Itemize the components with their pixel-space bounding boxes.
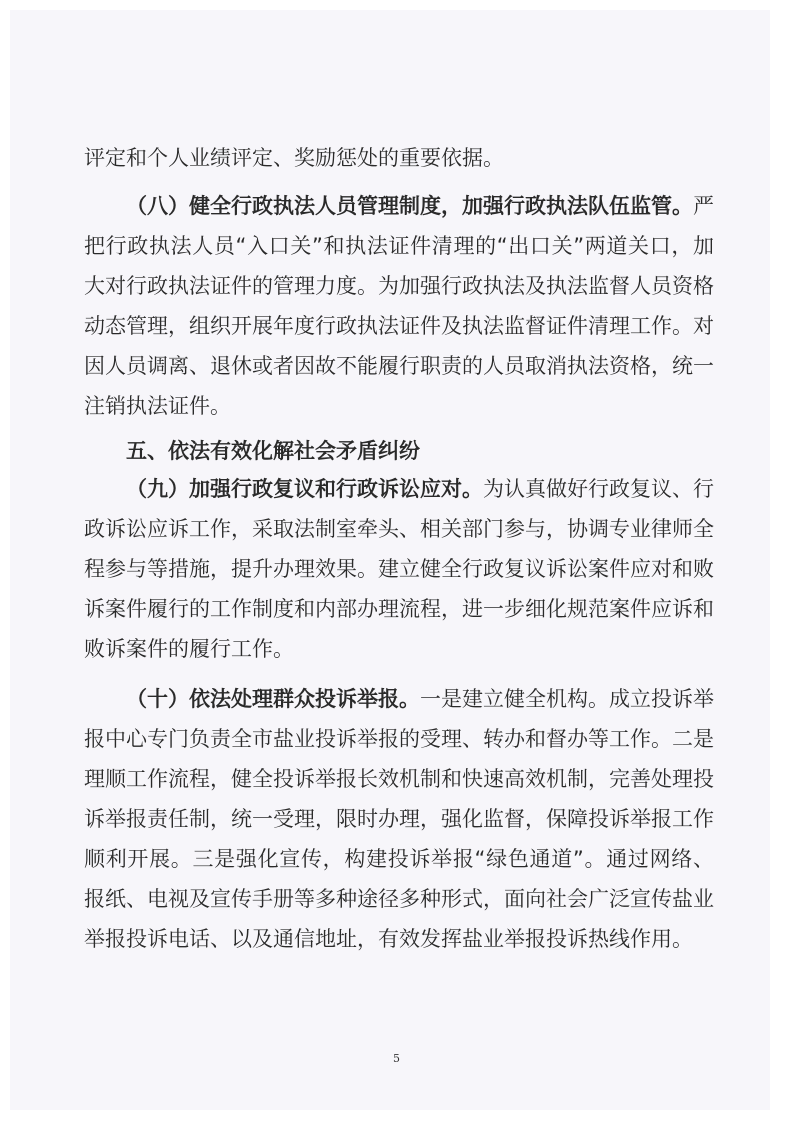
paragraph-text: 评定和个人业绩评定、奖励惩处的重要依据。 xyxy=(84,146,504,170)
paragraph-heading: （八）健全行政执法人员管理制度，加强行政执法队伍监管。 xyxy=(126,194,693,218)
paragraph-text: 为认真做好行政复议、行政诉讼应诉工作，采取法制室牵头、相关部门参与，协调专业律师全程参与等措施，提升办理效果。建立健全行政复议诉讼案件应对和败诉案件履行的工作制度和内部办理流程，进一步细化规范案件应诉和败诉案件的履行工作。 xyxy=(84,477,714,661)
paragraph-heading: （九）加强行政复议和行政诉讼应对。 xyxy=(126,477,483,501)
section-title: 五、依法有效化解社会矛盾纠纷 xyxy=(126,439,420,463)
paragraph-heading: （十）依法处理群众投诉举报。 xyxy=(126,687,420,711)
paragraph-continuation xyxy=(84,138,714,178)
paragraph-9 xyxy=(84,469,714,669)
paragraph-8 xyxy=(84,186,714,426)
paragraph-text: 严把行政执法人员“入口关”和执法证件清理的“出口关”两道关口，加大对行政执法证件的管理力度。为加强行政执法及执法监督人员资格动态管理，组织开展年度行政执法证件及执法监督证件清理工作。对因人员调离、退休或者因故不能履行职责的人员取消执法资格，统一注销执法证件。 xyxy=(84,194,714,418)
page-number: 5 xyxy=(393,1052,400,1065)
paragraph-10 xyxy=(84,679,714,959)
paragraph-text: 一是建立健全机构。成立投诉举报中心专门负责全市盐业投诉举报的受理、转办和督办等工作。二是理顺工作流程，健全投诉举报长效机制和快速高效机制，完善处理投诉举报责任制，统一受理，限时办理，强化监督，保障投诉举报工作顺利开展。三是强化宣传，构建投诉举报“绿色通道”。通过网络、报纸、电视及宣传手册等多种途径多种形式，面向社会广泛宣传盐业举报投诉电话、以及通信地址，有效发挥盐业举报投诉热线作用。 xyxy=(84,687,714,951)
